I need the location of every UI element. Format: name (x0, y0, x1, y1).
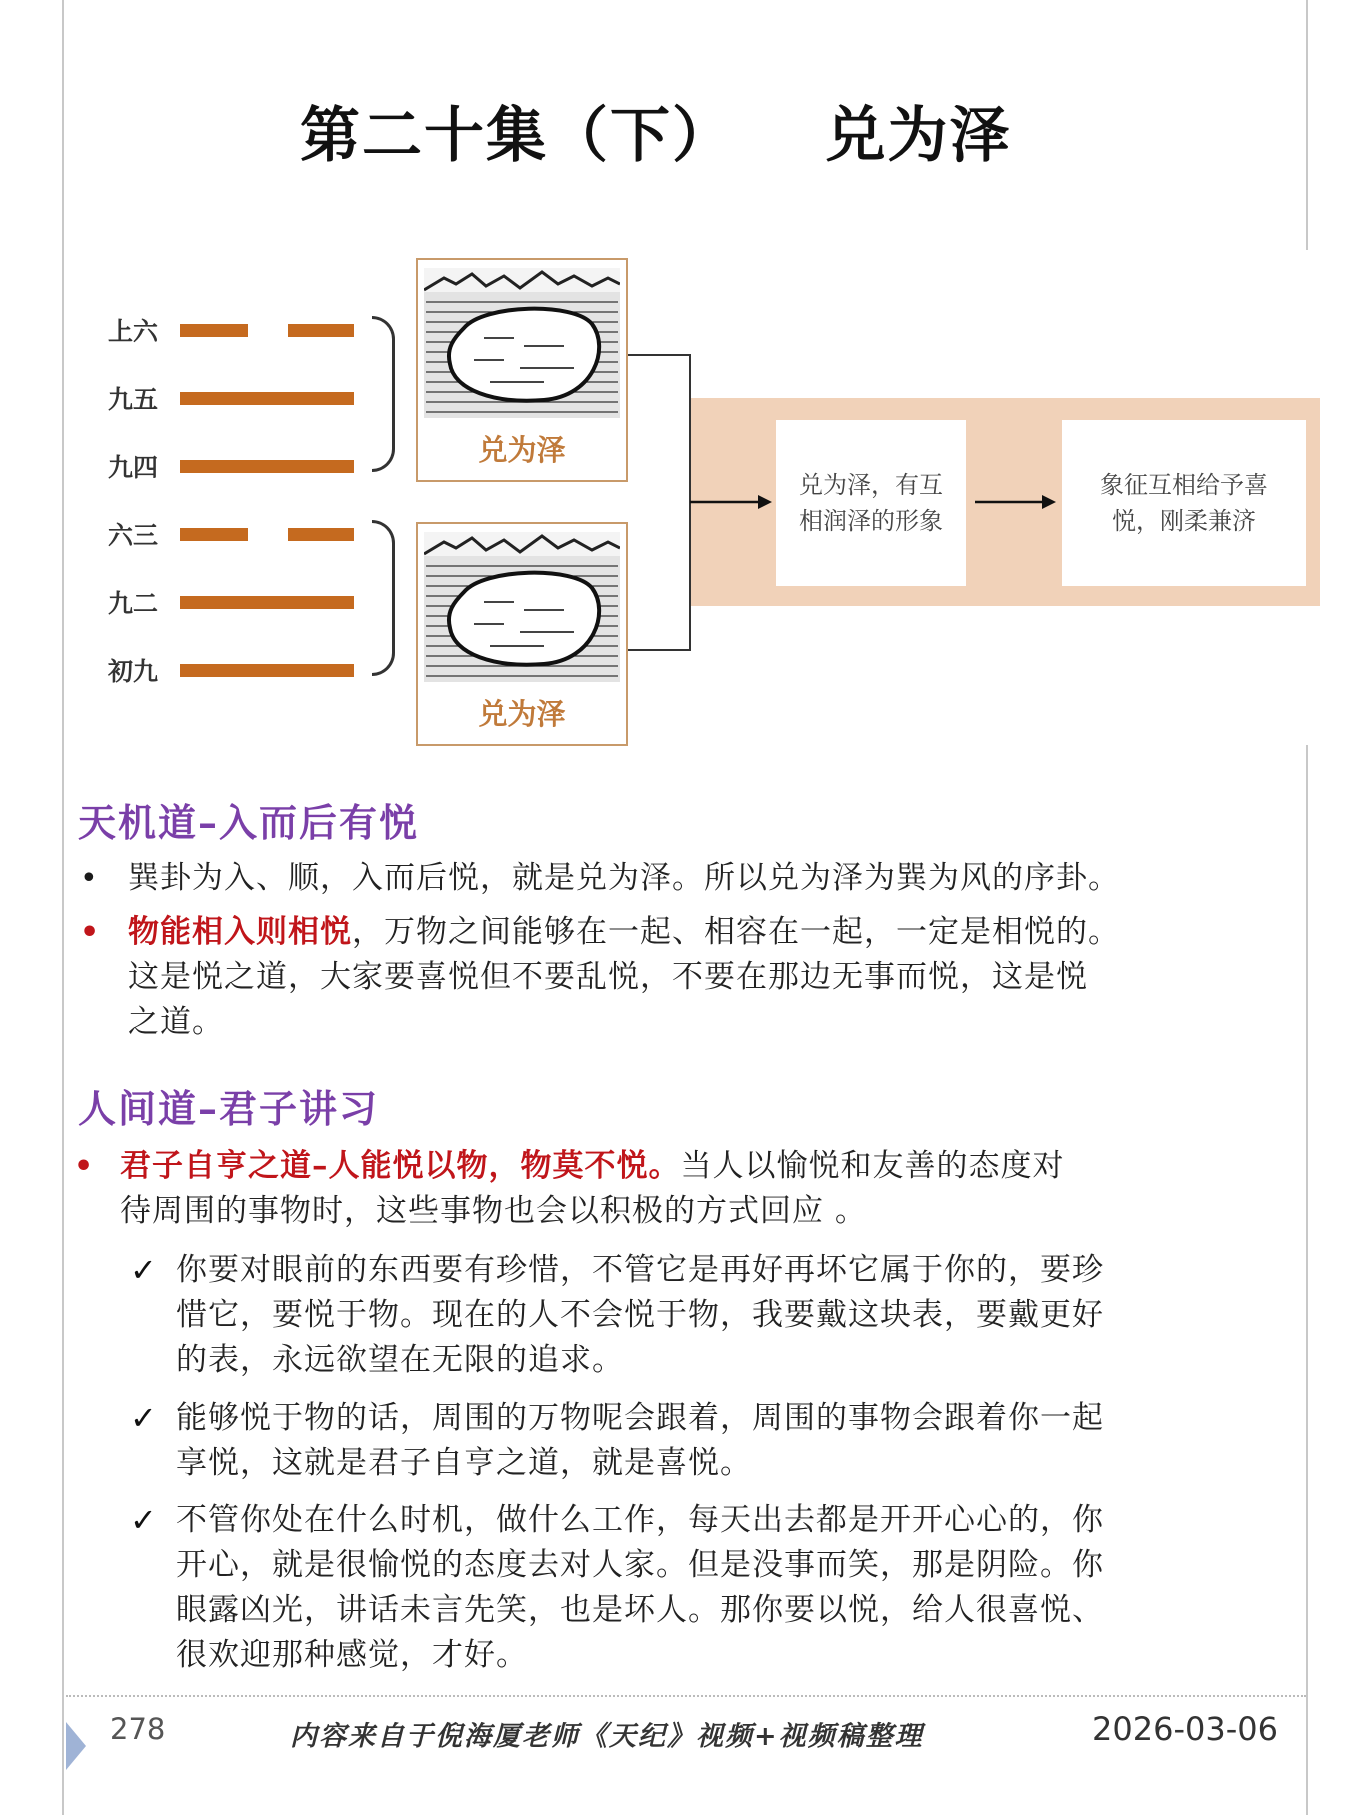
lake-illustration (424, 268, 620, 418)
line-label-fifth: 九五 (108, 385, 159, 414)
check-item (176, 1396, 1306, 1486)
footer-date: 2026-03-06 (1092, 1710, 1278, 1748)
section-heading-renjian: 人间道–君子讲习 (78, 1086, 380, 1131)
right-margin-rule-lower (1306, 745, 1308, 1815)
footer-divider (66, 1695, 1306, 1697)
check-icon: ✓ (130, 1399, 157, 1437)
check-item-line: 惜它，要悦于物。现在的人不会悦于物，我要戴这块表，要戴更好 (176, 1297, 1104, 1333)
bullet-dot-red: • (80, 915, 100, 950)
emphasis-text: 物能相入则相悦 (128, 914, 352, 950)
bullet-text-continued: 之道。 (128, 1004, 224, 1040)
page-number: 278 (110, 1712, 166, 1746)
line-label-top: 上六 (108, 317, 159, 346)
check-item (176, 1248, 1306, 1383)
lower-trigram-label: 兑为泽 (478, 697, 566, 731)
emphasis-text: 君子自亨之道–人能悦以物，物莫不悦。 (120, 1148, 681, 1184)
check-icon: ✓ (130, 1251, 157, 1289)
upper-trigram-label: 兑为泽 (478, 433, 566, 467)
footer-source: 内容来自于倪海厦老师《天纪》视频+视频稿整理 (290, 1721, 924, 1752)
check-item-line: 你要对眼前的东西要有珍惜，不管它是再好再坏它属于你的，要珍 (176, 1252, 1104, 1288)
page-title: 第二十集（下） 兑为泽 (300, 101, 1012, 171)
symbolism-card-line1: 象征互相给予喜 (1100, 471, 1268, 499)
bullet-text (128, 910, 1308, 955)
nav-triangle-icon[interactable] (66, 1722, 86, 1770)
symbolism-card-line2: 悦，刚柔兼济 (1112, 507, 1256, 535)
check-item-line: 眼露凶光，讲话未言先笑，也是坏人。那你要以悦，给人很喜悦、 (176, 1592, 1104, 1628)
check-item-line: 享悦，这就是君子自亨之道，就是喜悦。 (176, 1445, 752, 1481)
bullet-text: 巽卦为入、顺，入而后悦，就是兑为泽。所以兑为泽为巽为风的序卦。 (128, 860, 1120, 896)
bullet-dot-red: • (74, 1149, 94, 1184)
line-label-second: 九二 (108, 589, 159, 618)
upper-trigram-image (416, 258, 628, 482)
check-item (176, 1498, 1306, 1678)
lower-trigram-image (416, 522, 628, 746)
bullet-text (120, 1144, 1300, 1189)
bullet-text-rest: 当人以愉悦和友善的态度对 (680, 1148, 1065, 1184)
check-item-line: 不管你处在什么时机，做什么工作，每天出去都是开开心心的，你 (176, 1502, 1104, 1538)
line-label-first: 初九 (108, 657, 159, 686)
right-margin-rule (1306, 0, 1308, 250)
meaning-card (776, 420, 966, 586)
meaning-card-line2: 相润泽的形象 (799, 507, 943, 535)
check-item-line: 开心，就是很愉悦的态度去对人家。但是没事而笑，那是阴险。你 (176, 1547, 1104, 1583)
check-item-line: 的表，永远欲望在无限的追求。 (176, 1342, 624, 1378)
lake-illustration (424, 532, 620, 682)
hexagram-diagram (0, 240, 1361, 750)
bullet-dot: • (80, 861, 98, 896)
line-label-fourth: 九四 (108, 453, 159, 482)
bullet-text-continued: 待周围的事物时，这些事物也会以积极的方式回应 。 (120, 1193, 867, 1229)
meaning-card-line1: 兑为泽，有互 (799, 471, 943, 499)
symbolism-card (1062, 420, 1306, 586)
check-item-line: 能够悦于物的话，周围的万物呢会跟着，周围的事物会跟着你一起 (176, 1400, 1104, 1436)
check-icon: ✓ (130, 1501, 157, 1539)
bullet-text-continued: 这是悦之道，大家要喜悦但不要乱悦，不要在那边无事而悦，这是悦 (128, 959, 1088, 995)
check-item-line: 很欢迎那种感觉，才好。 (176, 1637, 528, 1673)
bullet-text-rest: ，万物之间能够在一起、相容在一起，一定是相悦的。 (352, 914, 1120, 950)
section-heading-tianji: 天机道–入而后有悦 (78, 800, 420, 845)
line-label-third: 六三 (108, 521, 159, 550)
